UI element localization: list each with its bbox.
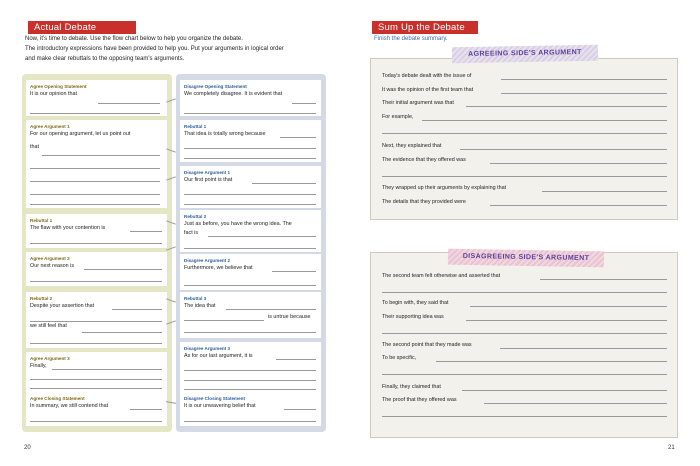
disagree-argument-1-box	[180, 166, 321, 208]
write-line[interactable]	[184, 158, 316, 159]
write-line[interactable]	[112, 309, 162, 310]
box-heading: Rebuttal 1	[184, 124, 207, 129]
write-line[interactable]	[30, 321, 162, 322]
write-line[interactable]	[184, 148, 316, 149]
agree-tape-label: AGREEING SIDE'S ARGUMENT	[452, 45, 598, 64]
agree-rebuttal-2-box	[26, 292, 167, 348]
write-line[interactable]	[30, 421, 162, 422]
write-line[interactable]	[382, 333, 667, 334]
box-text: we still feel that	[30, 323, 67, 329]
write-line[interactable]	[184, 332, 316, 333]
write-line[interactable]	[382, 133, 667, 134]
write-line[interactable]	[130, 409, 162, 410]
write-line[interactable]	[30, 204, 160, 205]
right-subtitle: Finish the debate summary.	[374, 36, 448, 42]
box-text: It is our unwavering belief that	[184, 403, 256, 409]
write-line[interactable]	[30, 243, 162, 244]
box-heading: Disagree Opening Statement	[184, 84, 247, 89]
write-line[interactable]	[466, 320, 667, 321]
write-line[interactable]	[490, 205, 667, 206]
write-line[interactable]	[470, 306, 667, 307]
box-text: It is our opinion that	[30, 91, 78, 97]
box-text: fact is	[184, 230, 199, 236]
disagree-opening-box	[180, 80, 321, 116]
agree-opening-box	[26, 80, 167, 116]
write-line[interactable]	[382, 374, 667, 375]
disagree-rebuttal-2-box	[180, 210, 321, 252]
box-text: Furthermore, we believe that	[184, 265, 253, 271]
write-line[interactable]	[500, 348, 667, 349]
write-line[interactable]	[501, 79, 667, 80]
box-text: In summary, we still contend that	[30, 403, 109, 409]
write-line[interactable]	[184, 380, 316, 381]
box-text: As for our last argument, it is	[184, 353, 253, 359]
summary-line: Next, they explained that	[382, 143, 442, 149]
write-line[interactable]	[42, 155, 160, 156]
write-line[interactable]	[82, 332, 162, 333]
write-line[interactable]	[252, 183, 316, 184]
write-line[interactable]	[422, 120, 667, 121]
write-line[interactable]	[501, 93, 667, 94]
disagree-argument-2-box	[180, 254, 321, 290]
write-line[interactable]	[184, 113, 316, 114]
write-line[interactable]	[540, 279, 667, 280]
agree-rebuttal-1-box	[26, 214, 167, 248]
summary-line: To begin with, they said that	[382, 300, 449, 306]
box-text: Our next reason is	[30, 263, 75, 269]
summary-line: They wrapped up their arguments by explaining that	[382, 185, 507, 191]
summary-line: For example,	[382, 114, 414, 120]
disagree-argument-3-box	[180, 342, 321, 392]
write-line[interactable]	[30, 168, 160, 169]
box-heading: Agree Argument 2	[30, 256, 70, 261]
intro-line: The introductory expressions have been provided to help you. Put your arguments in logical order	[25, 46, 284, 52]
box-heading: Rebuttal 3	[184, 296, 207, 301]
write-line[interactable]	[184, 421, 316, 422]
box-heading: Disagree Argument 3	[184, 346, 231, 351]
agree-column	[22, 74, 172, 432]
write-line[interactable]	[460, 149, 667, 150]
write-line[interactable]	[184, 320, 264, 321]
write-line[interactable]	[184, 285, 316, 286]
write-line[interactable]	[382, 176, 667, 177]
box-heading: Agree Argument 3	[30, 356, 70, 361]
box-heading: Disagree Closing Statement	[184, 396, 246, 401]
disagree-closing-box	[180, 392, 321, 426]
box-heading: Rebuttal 1	[30, 218, 53, 223]
left-section-title: Actual Debate	[28, 21, 136, 34]
write-line[interactable]	[436, 361, 667, 362]
summary-line: The proof that they offered was	[382, 397, 457, 403]
summary-line: The second team felt otherwise and asserted that	[382, 273, 501, 279]
summary-line: The evidence that they offered was	[382, 157, 466, 163]
summary-line: The second point that they made was	[382, 342, 472, 348]
write-line[interactable]	[184, 204, 316, 205]
write-line[interactable]	[382, 416, 667, 417]
box-text: We completely disagree. It is evident that	[184, 91, 283, 97]
summary-line: Their supporting idea was	[382, 314, 444, 320]
agree-argument-3-box	[26, 352, 167, 392]
intro-text	[25, 34, 345, 64]
write-line[interactable]	[280, 137, 316, 138]
write-line[interactable]	[30, 113, 160, 114]
write-line[interactable]	[490, 163, 667, 164]
write-line[interactable]	[184, 194, 316, 195]
write-line[interactable]	[184, 248, 316, 249]
box-text: For our opening argument, let us point out	[30, 131, 131, 137]
box-text: is untrue because	[268, 314, 311, 320]
write-line[interactable]	[184, 370, 316, 371]
summary-line: It was the opinion of the first team that	[382, 87, 474, 93]
intro-line: and make clear rebuttals to the opposing team's arguments.	[25, 56, 185, 62]
agree-argument-2-box	[26, 252, 167, 286]
disagree-rebuttal-3-box	[180, 292, 321, 338]
box-text: The flaw with your contention is	[30, 225, 106, 231]
write-line[interactable]	[84, 269, 162, 270]
write-line[interactable]	[382, 292, 667, 293]
write-line[interactable]	[466, 106, 667, 107]
box-text: Despite your assertion that	[30, 303, 95, 309]
box-heading: Rebuttal 2	[30, 296, 53, 301]
summary-line: Finally, they claimed that	[382, 384, 441, 390]
disagree-rebuttal-1-box	[180, 120, 321, 162]
write-line[interactable]	[30, 379, 162, 380]
write-line[interactable]	[484, 403, 667, 404]
write-line[interactable]	[208, 236, 316, 237]
box-text: Finally,	[30, 363, 47, 369]
write-line[interactable]	[276, 359, 316, 360]
box-text: that	[30, 144, 39, 150]
box-text: Our first point is that	[184, 177, 233, 183]
write-line[interactable]	[30, 181, 160, 182]
box-text: Just as before, you have the wrong idea. The	[184, 221, 292, 227]
box-heading: Agree Closing Statement	[30, 396, 85, 401]
write-line[interactable]	[226, 309, 316, 310]
write-line[interactable]	[130, 231, 162, 232]
right-section-title: Sum Up the Debate	[372, 21, 478, 34]
write-line[interactable]	[292, 103, 316, 104]
write-line[interactable]	[30, 194, 160, 195]
summary-line: The details that they provided were	[382, 199, 466, 205]
disagree-tape-label: DISAGREEING SIDE'S ARGUMENT	[448, 249, 604, 268]
box-heading: Disagree Argument 2	[184, 258, 231, 263]
box-heading: Rebuttal 2	[184, 214, 207, 219]
write-line[interactable]	[30, 343, 162, 344]
box-heading: Agree Opening Statement	[30, 84, 87, 89]
disagree-column	[176, 74, 326, 432]
write-line[interactable]	[30, 281, 162, 282]
summary-line: Their initial argument was that	[382, 100, 454, 106]
write-line[interactable]	[462, 390, 667, 391]
write-line[interactable]	[184, 389, 316, 390]
agree-summary-panel	[370, 58, 678, 220]
page-number: 21	[668, 445, 675, 451]
write-line[interactable]	[284, 409, 316, 410]
agree-closing-box	[26, 392, 167, 426]
write-line[interactable]	[30, 388, 162, 389]
write-line[interactable]	[98, 103, 160, 104]
box-text: The idea that	[184, 303, 216, 309]
box-heading: Agree Argument 1	[30, 124, 70, 129]
box-heading: Disagree Argument 1	[184, 170, 231, 175]
summary-line: To be specific,	[382, 355, 417, 361]
write-line[interactable]	[52, 369, 162, 370]
summary-line: Today's debate dealt with the issue of	[382, 73, 472, 79]
write-line[interactable]	[272, 271, 316, 272]
box-text: That idea is totally wrong because	[184, 131, 266, 137]
agree-argument-1-box	[26, 120, 167, 208]
intro-line: Now, it's time to debate. Use the flow chart below to help you organize the debate.	[25, 36, 243, 42]
page-number: 20	[24, 445, 31, 451]
write-line[interactable]	[542, 191, 667, 192]
